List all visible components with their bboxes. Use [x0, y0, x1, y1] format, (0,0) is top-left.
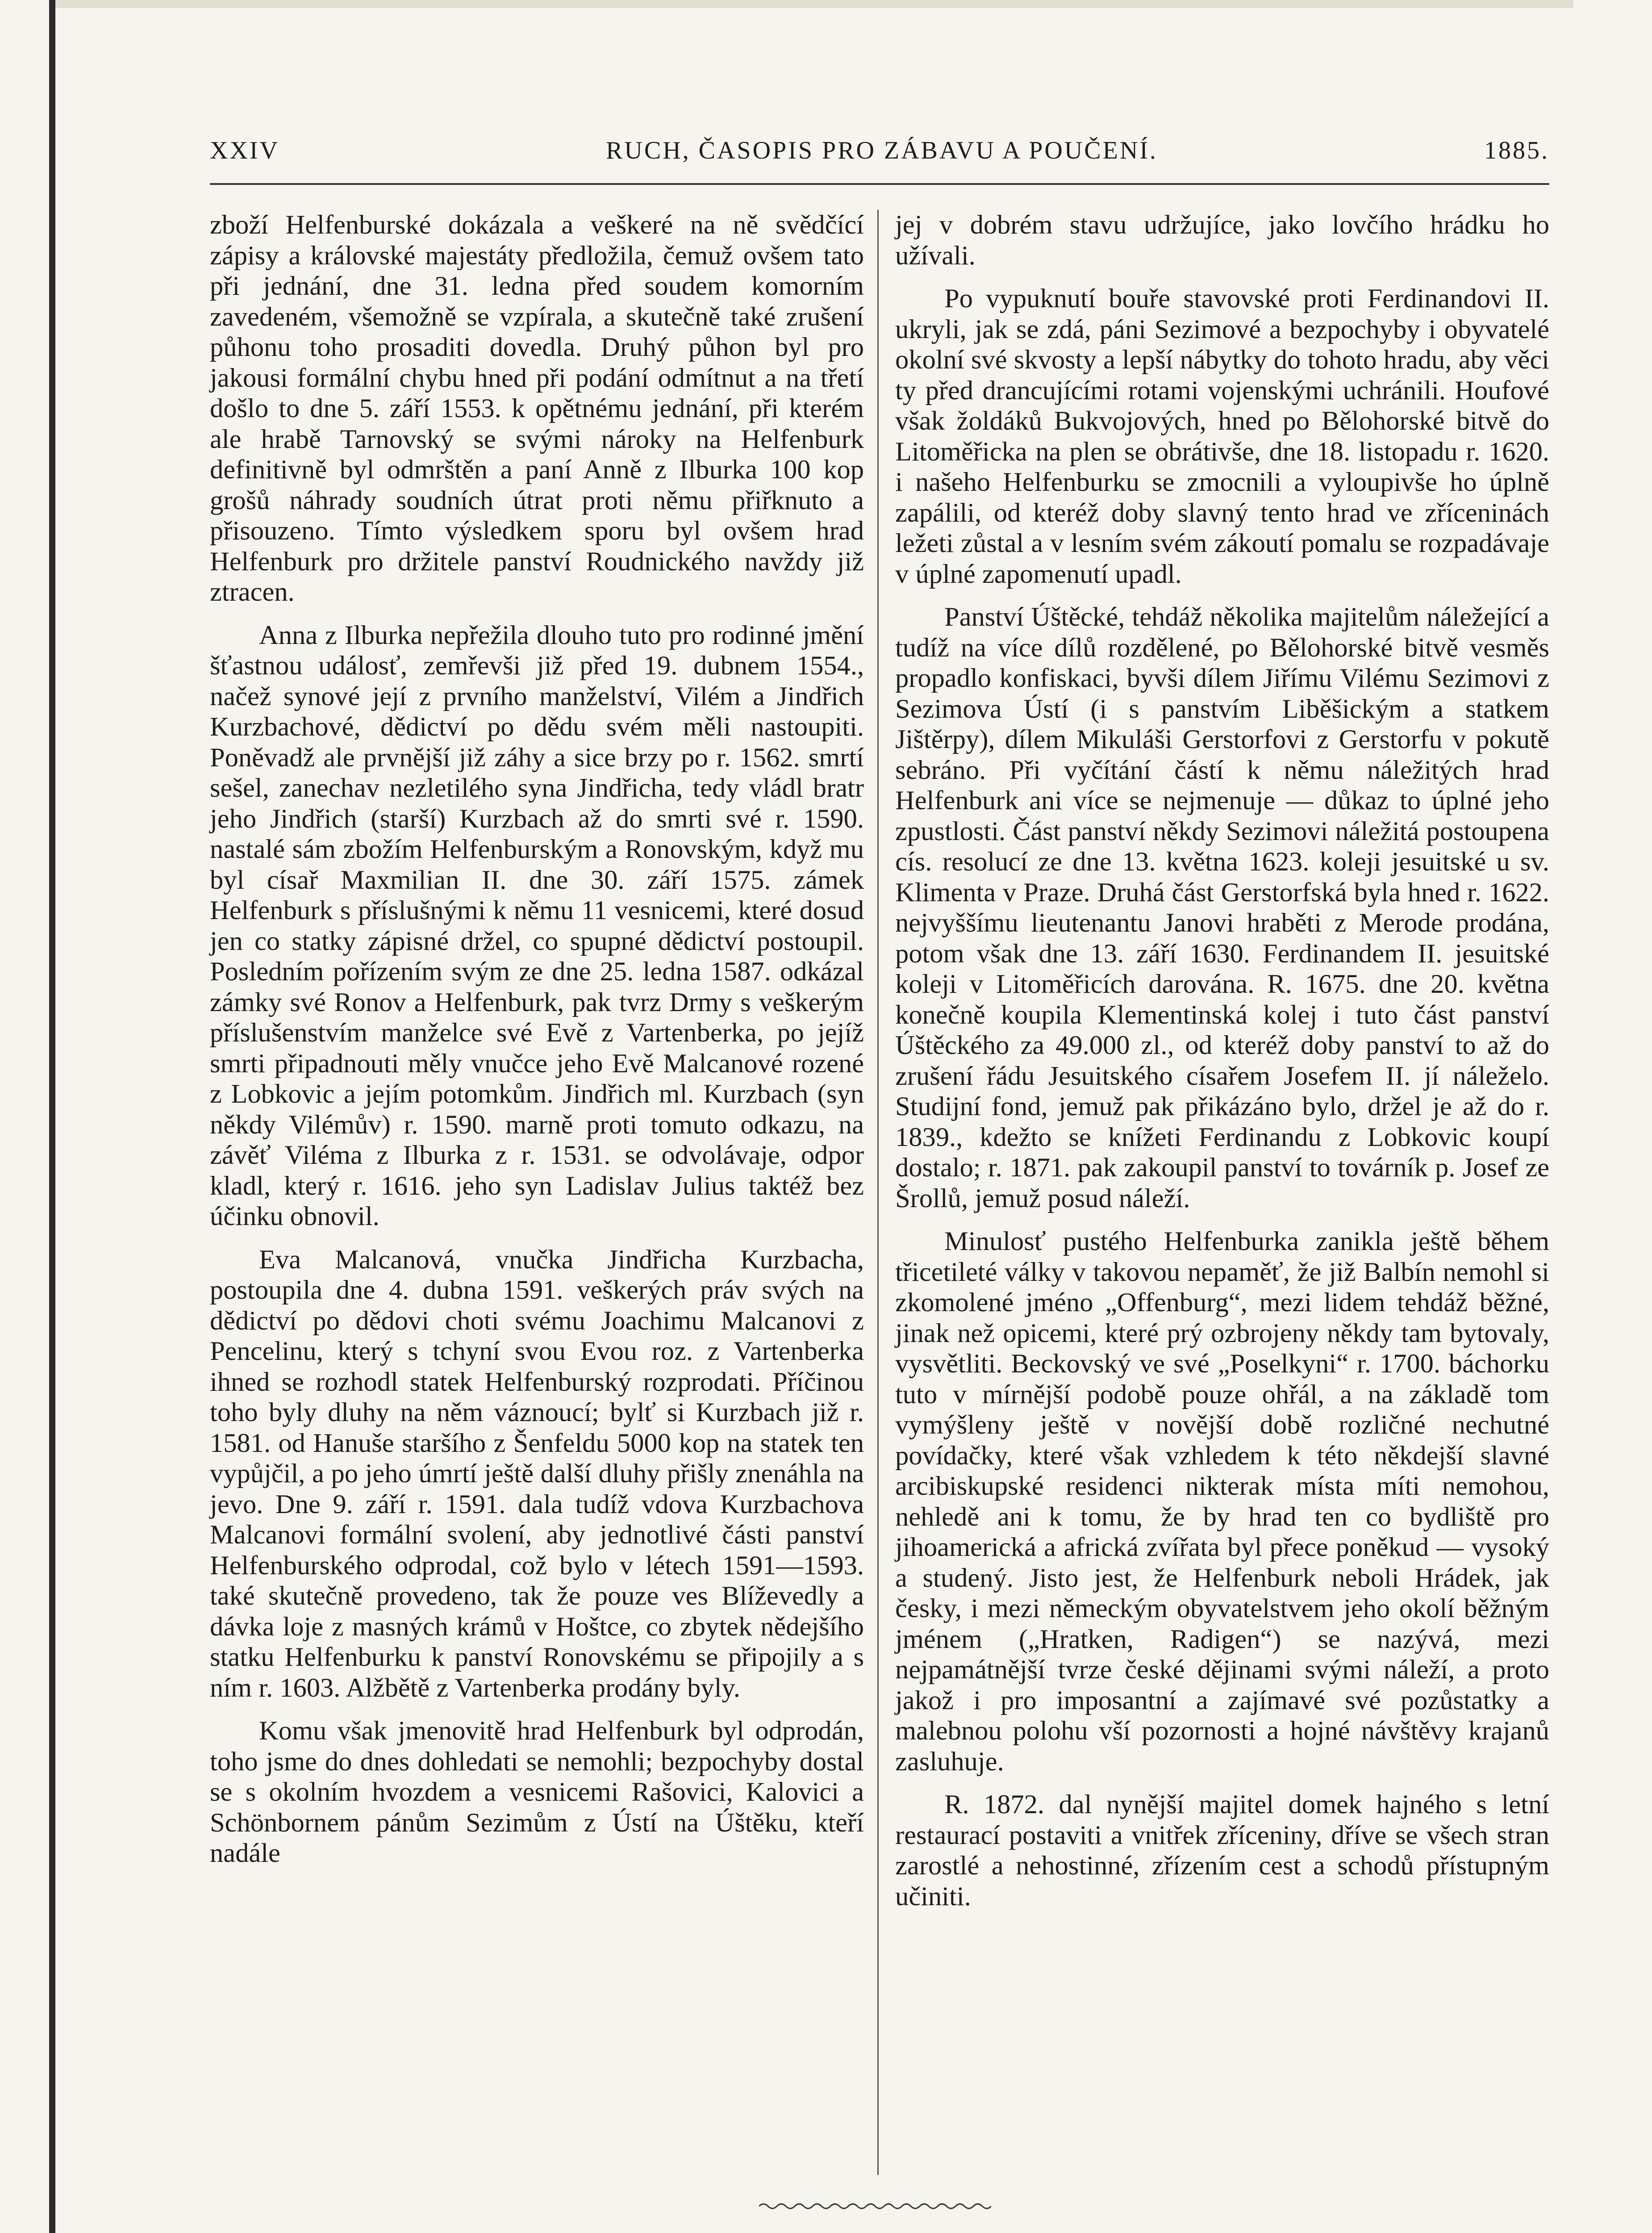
left-column: [210, 210, 864, 1882]
paragraph: Anna z Ilburka nepřežila dlouho tuto pro rodinné jmění šťastnou událosť, zemřevši již před 19. dubnem 1554., načež synové její z prvního manželství, Vilém a Jindřich Kurzbachové, dědictví po dědu svém měli nastoupiti. Poněvadž ale prvnější již záhy a sice brzy po r. 1562. smrtí sešel, zanechav nezletilého syna Jindřicha, tedy vládl bratr jeho Jindřich (starší) Kurzbach až do smrti své r. 1590. nastalé sám zbožím Helfenburským a Ronovským, když mu byl císař Maxmilian II. dne 30. září 1575. zámek Helfenburk s příslušnými k němu 11 vesnicemi, které dosud jen co statky zápisné držel, co spupné dědictví postoupil. Posledním pořízením svým ze dne 25. ledna 1587. odkázal zámky své Ronov a Helfenburk, pak tvrz Drmy s veškerým příslušenstvím manželce své Evě z Vartenberka, po jejíž smrti připadnouti měly vnučce jeho Evě Malcanové rozené z Lobkovic a jejím potomkům. Jindřich ml. Kurzbach (syn někdy Vilémův) r. 1590. marně proti tomuto odkazu, na závěť Viléma z Ilburka z r. 1531. se odvolávaje, odpor kladl, který r. 1616. jeho syn Ladislav Julius taktéž bez účinku obnovil.: [210, 620, 864, 1231]
paragraph: Komu však jmenovitě hrad Helfenburk byl odprodán, toho jsme do dnes dohledati se nemohli; bezpochyby dostal se s okolním hvozdem a vesnicemi Rašovici, Kalovici a Schönbornem pánům Sezimům z Ústí na Úštěku, kteří nadále: [210, 1716, 864, 1868]
page-top-edge: [55, 0, 1573, 8]
right-column: [895, 210, 1549, 1924]
page-number: XXIV: [210, 137, 280, 164]
paragraph: zboží Helfenburské dokázala a veškeré na ně svědčící zápisy a královské majestáty předložila, čemuž ovšem tato při jednání, dne 31. ledna před soudem komorním zavedeném, všemožně se vzpírala, a skutečně také zrušení půhonu toho prosaditi dovedla. Druhý půhon byl pro jakousi formální chybu hned při podání odmítnut a na třetí došlo to dne 5. září 1553. k opětnému jednání, při kterém ale hrabě Tarnovský se svými nároky na Helfenburk definitivně byl odmrštěn a paní Anně z Ilburka 100 kop grošů náhrady soudních útrat proti němu přiřknuto a přisouzeno. Tímto výsledkem sporu byl ovšem hrad Helfenburk pro držitele panství Roudnického navždy již ztracen.: [210, 210, 864, 607]
year: 1885.: [1484, 137, 1549, 164]
paragraph: R. 1872. dal nynější majitel domek hajného s letní restaurací postaviti a vnitřek zříceniny, dříve se všech stran zarostlé a nehostinné, zřízením cest a schodů přístupným učiniti.: [895, 1790, 1549, 1911]
paragraph: Panství Úštěcké, tehdáž několika majitelům náležející a tudíž na více dílů rozdělené, po Bělohorské bitvě vesměs propadlo konfiskaci, byvši dílem Jiřímu Vilému Sezimovi z Sezimova Ústí (i s panstvím Liběšickým a statkem Jištěrpy), dílem Mikuláši Gerstorfovi z Gerstorfu v pokutě sebráno. Při vyčítání částí k němu náležitých hrad Helfenburk ani více se nejmenuje — důkaz to úplné jeho zpustlosti. Část panství někdy Sezimovi náležitá postoupena cís. resolucí ze dne 13. května 1623. koleji jesuitské u sv. Klimenta v Praze. Druhá část Gerstorfská byla hned r. 1622. nejvyššímu lieutenantu Janovi hraběti z Merode prodána, potom však dne 13. září 1630. Ferdinandem II. jesuitské koleji v Litoměřicích darována. R. 1675. dne 20. května konečně koupila Klementinská kolej i tuto část panství Úštěckého za 49.000 zl., od kteréž doby panství to až do zrušení řádu Jesuitského císařem Josefem II. jí náleželo. Studijní fond, jemuž pak přikázáno bylo, držel je až do r. 1839., kdežto se knížeti Ferdinandu z Lobkovic koupí dostalo; r. 1871. pak zakoupil panství to továrník p. Josef ze Šrollů, jemuž posud náleží.: [895, 602, 1549, 1213]
paragraph: Minulosť pustého Helfenburka zanikla ještě během třicetileté války v takovou nepaměť, že již Balbín nemohl si zkomolené jméno „Offenburg“, mezi lidem tehdáž běžné, jinak než opicemi, které prý ozbrojeny někdy tam bytovaly, vysvětliti. Beckovský ve své „Poselkyni“ r. 1700. báchorku tuto v mírnější podobě pouze ohřál, a na základě tom vymýšleny ještě v novější době rozličné nechutné povídačky, které však vzhledem k této někdejší slavné arcibiskupské residenci nikterak místa míti nemohou, nehledě ani k tomu, že by hrad ten co bydliště pro jihoamerická a africká zvířata byl přece poněkud — vysoký a studený. Jisto jest, že Helfenburk neboli Hrádek, jak česky, i mezi německým obyvatelstvem jeho okolí běžným jménem („Hratken, Radigen“) se nazývá, mezi nejpamátnější tvrze české dějinami svými náleží, a proto jakož i pro imposantní a zajímavé své pozůstatky a malebnou polohu vší pozornosti a hojné návštěvy krajanů zasluhuje.: [895, 1226, 1549, 1777]
binding-edge: [49, 0, 55, 2233]
closing-ornament: [759, 2200, 991, 2213]
paragraph: Eva Malcanová, vnučka Jindřicha Kurzbacha, postoupila dne 4. dubna 1591. veškerých práv svých na dědictví po dědovi choti svému Joachimu Malcanovi z Pencelinu, který s tchyní svou Evou roz. z Vartenberka ihned se rozhodl statek Helfenburský rozprodati. Příčinou toho byly dluhy na něm váznoucí; bylť si Kurzbach již r. 1581. od Hanuše staršího z Šenfeldu 5000 kop na statek ten vypůjčil, a po jeho úmrtí ještě další dluhy přišly znenáhla na jevo. Dne 9. září r. 1591. dala tudíž vdova Kurzbachova Malcanovi formální svolení, aby jednotlivé části panství Helfenburského odprodal, což bylo v létech 1591—1593. také skutečně provedeno, tak že pouze ves Blíževedly a dávka loje z masných krámů v Hoštce, co zbytek nědejšího statku Helfenburku k panství Ronovskému se připojily a s ním r. 1603. Alžbětě z Vartenberka prodány byly.: [210, 1244, 864, 1703]
header-rule: [210, 183, 1549, 185]
running-header: [210, 136, 1549, 176]
column-divider: [877, 210, 879, 2175]
paragraph: jej v dobrém stavu udržujíce, jako lovčího hrádku ho užívali.: [895, 210, 1549, 271]
paragraph: Po vypuknutí bouře stavovské proti Ferdinandovi II. ukryli, jak se zdá, páni Sezimové a bezpochyby i obyvatelé okolní své skvosty a lepší nábytky do tohoto hradu, aby věci ty před drancujícími rotami vojenskými uchránili. Houfové však žoldáků Bukvojových, hned po Bělohorské bitvě do Litoměřicka na plen se obrátivše, dne 18. listopadu r. 1620. i našeho Helfenburku se zmocnili a vyloupivše ho úplně zapálili, od kteréž doby slavný tento hrad ve zříceninách ležeti zůstal a v lesním svém zákoutí pomalu se rozpadávaje v úplné zapomenutí upadl.: [895, 284, 1549, 589]
journal-title: RUCH, ČASOPIS PRO ZÁBAVU A POUČENÍ.: [606, 137, 1158, 164]
